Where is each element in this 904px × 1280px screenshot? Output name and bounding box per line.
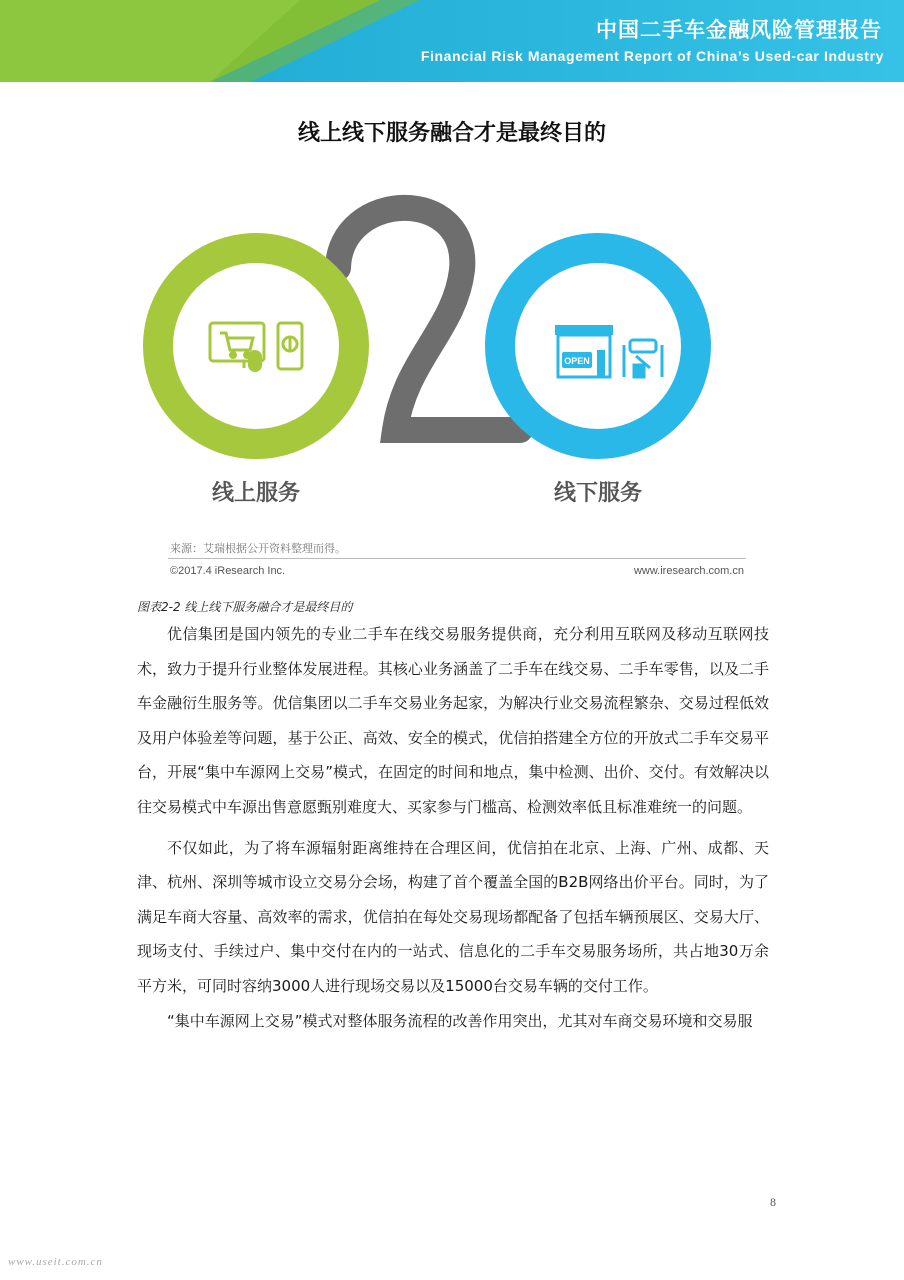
svg-text:OPEN: OPEN xyxy=(564,356,590,366)
page-number: 8 xyxy=(770,1195,776,1209)
figure-copyright: ©2017.4 iResearch Inc. xyxy=(170,565,286,577)
online-circle xyxy=(158,248,354,444)
o2o-diagram xyxy=(0,0,904,480)
figure-source: 来源：艾瑞根据公开资料整理而得。 xyxy=(170,542,346,555)
smartphone-icon xyxy=(278,323,302,369)
online-service-label: 线上服务 xyxy=(211,481,300,506)
figure-source-divider xyxy=(168,558,746,559)
body-text xyxy=(137,617,769,1038)
paragraph-3: “集中车源网上交易”模式对整体服务流程的改善作用突出，尤其对车商交易环境和交易服 xyxy=(167,1011,753,1030)
figure-title: 线上线下服务融合才是最终目的 xyxy=(297,121,606,146)
report-title: 中国二手车金融风险管理报告 xyxy=(596,18,882,42)
shopping-cart-monitor-icon xyxy=(210,323,264,372)
report-subtitle: Financial Risk Management Report of China’s Used-car Industry xyxy=(420,48,884,64)
storefront-icon xyxy=(555,325,613,377)
watermark: www.useit.com.cn xyxy=(8,1256,103,1268)
offline-circle xyxy=(500,248,696,444)
offline-service-label: 线下服务 xyxy=(553,481,642,506)
paragraph-1: 优信集团是国内领先的专业二手车在线交易服务提供商，充分利用互联网及移动互联网技术，致力于提升行业整体发展进程。其核心业务涵盖了二手车在线交易、二手车零售，以及二手车金融衍生服务等。优信集团以二手车交易业务起家，为解决行业交易流程繁杂、交易过程低效及用户体验差等问题，基于公正、高效、安全的模式，优信拍搭建全方位的开放式二手车交易平台，开展“集中车源网上交易”模式，在固定的时间和地点，集中检测、出价、交付。有效解决以往交易模式中车源出售意愿甄别难度大、买家参与门槛高、检测效率低且标准难统一的问题。 xyxy=(137,625,769,816)
car-gate-icon xyxy=(624,340,662,377)
figure-caption: 图表2-2 线上线下服务融合才是最终目的 xyxy=(137,600,353,614)
paragraph-2: 不仅如此，为了将车源辐射距离维持在合理区间，优信拍在北京、上海、广州、成都、天津、杭州、深圳等城市设立交易分会场，构建了首个覆盖全国的B2B网络出价平台。同时，为了满足车商大容量、高效率的需求，优信拍在每处交易现场都配备了包括车辆预展区、交易大厅、现场支付、手续过户、集中交付在内的一站式、信息化的二手车交易服务场所，共占地30万余平方米，可同时容纳3000人进行现场交易以及15000台交易车辆的交付工作。 xyxy=(137,838,769,995)
figure-website: www.iresearch.com.cn xyxy=(633,565,744,577)
